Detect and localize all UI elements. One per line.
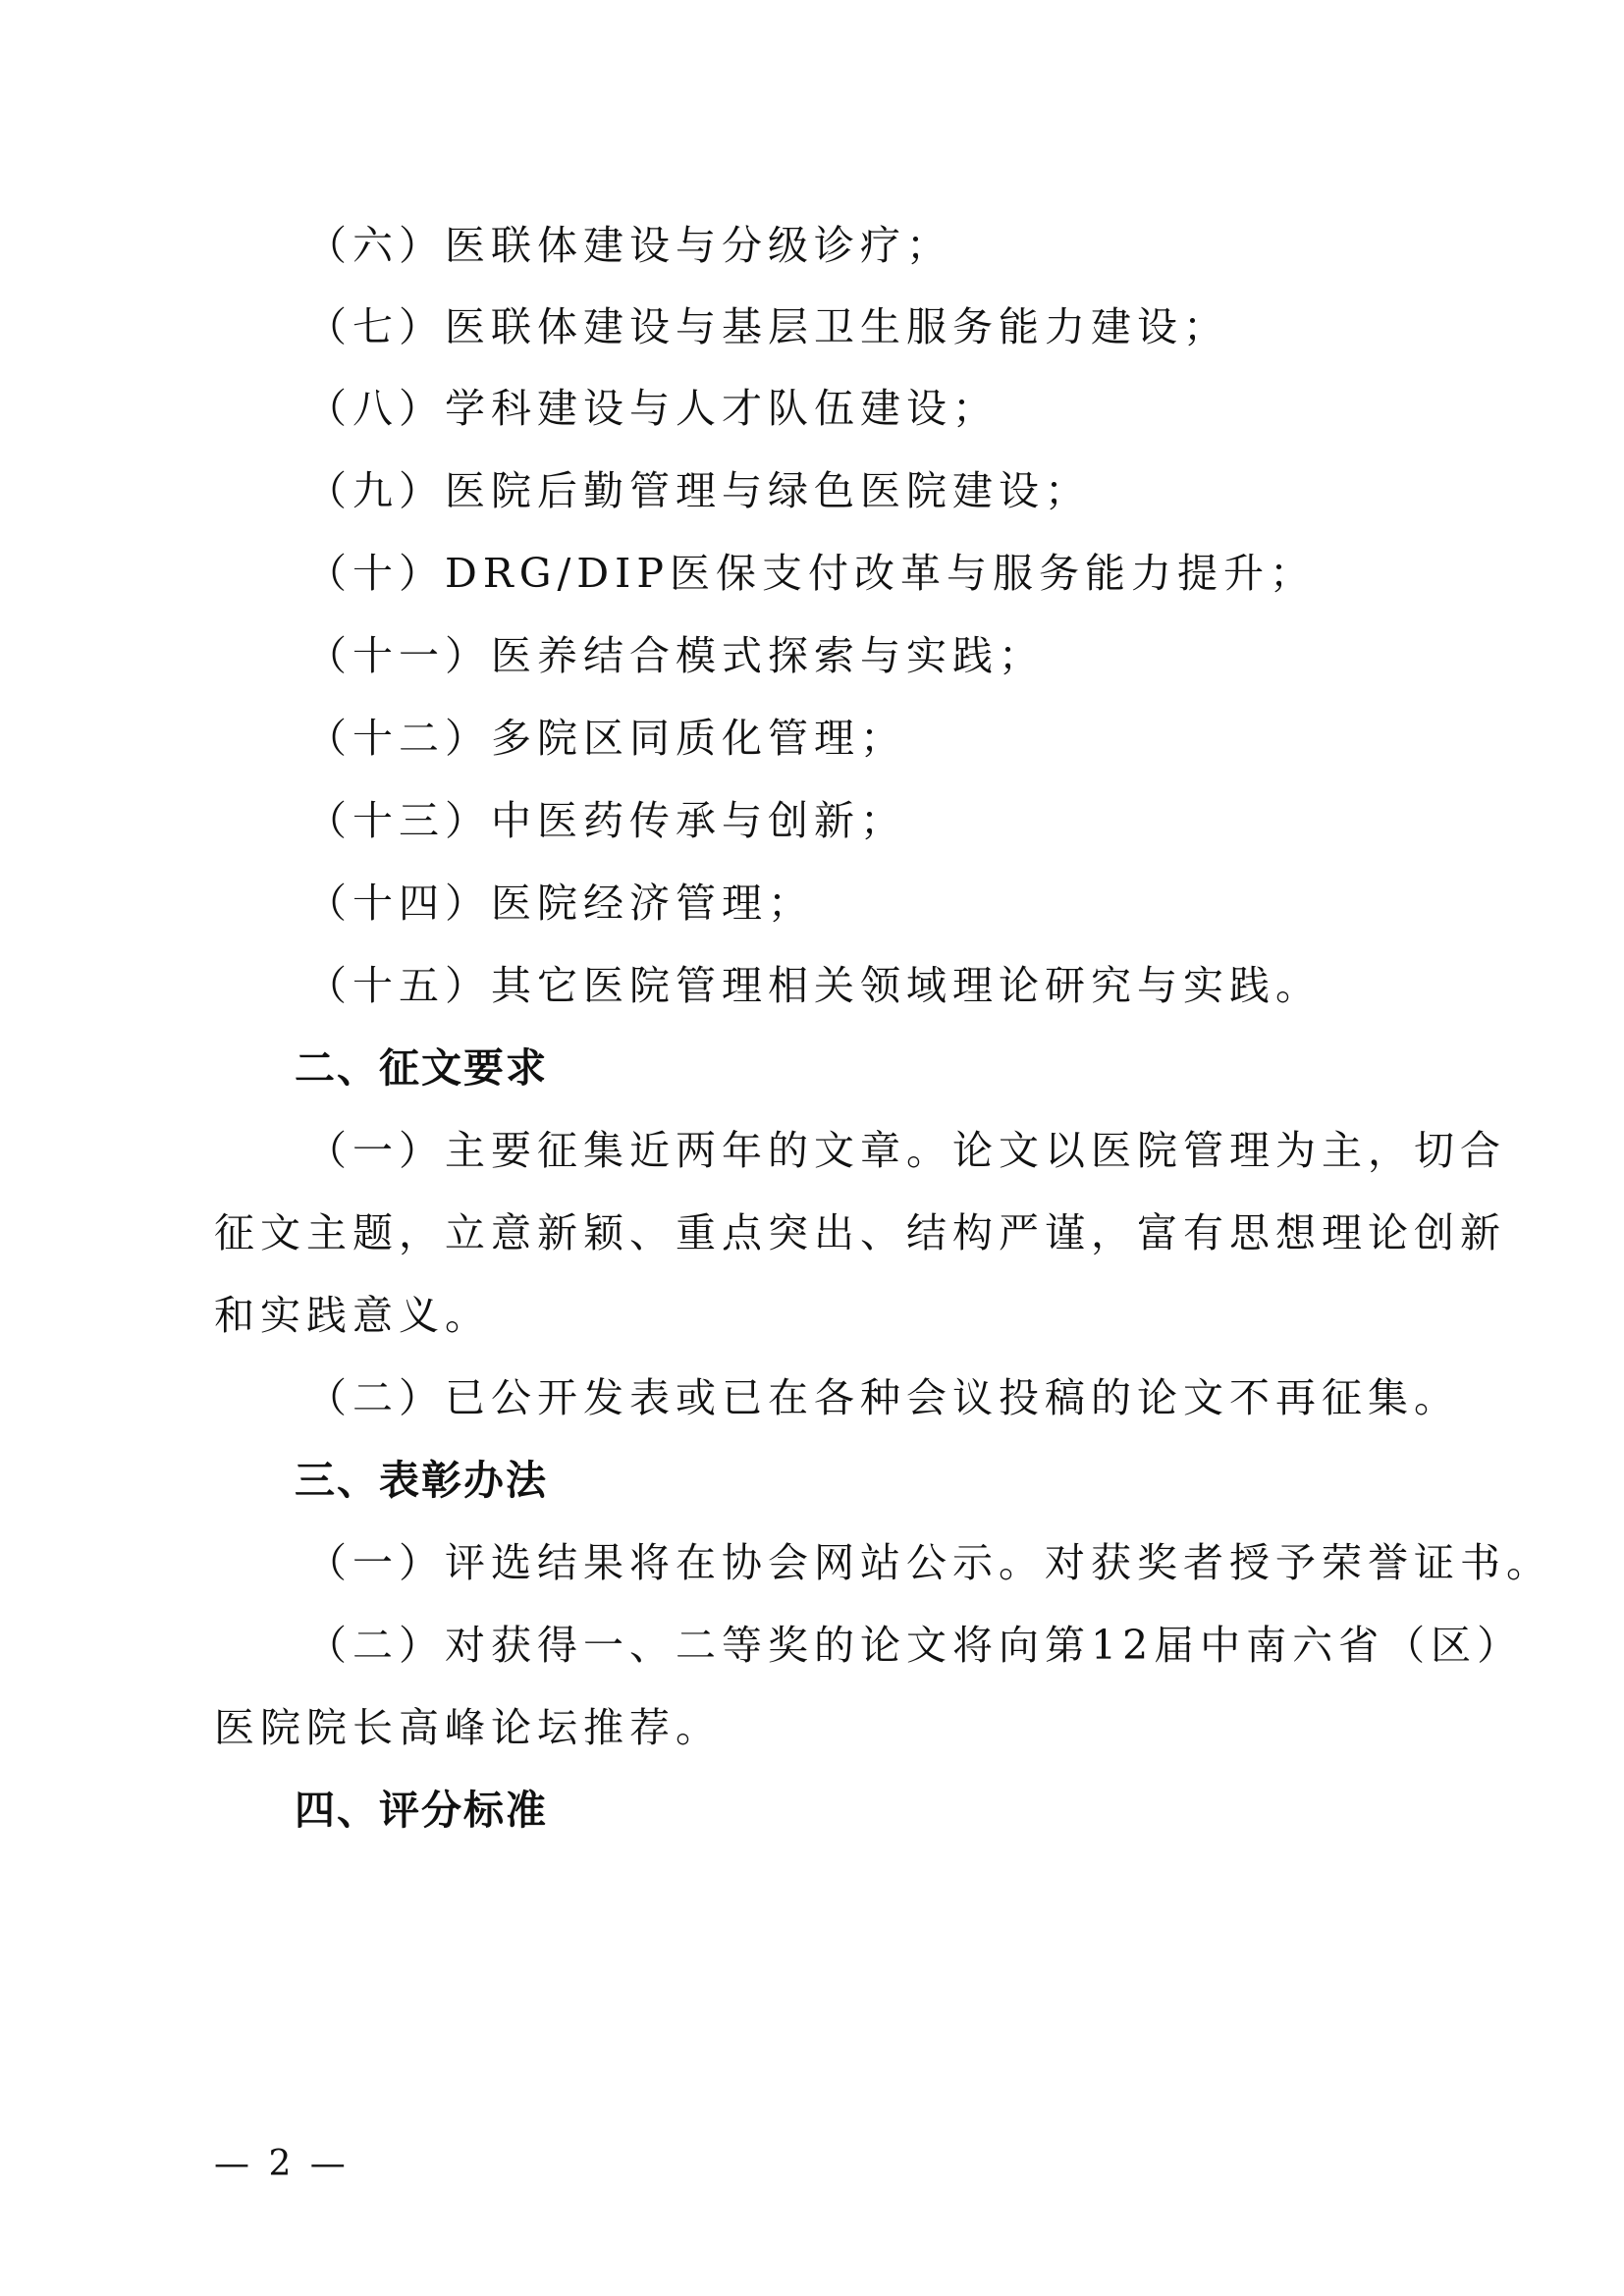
list-item-12: （十二）多院区同质化管理；	[306, 715, 906, 762]
list-item-15: （十五）其它医院管理相关领域理论研究与实践。	[306, 962, 1322, 1009]
page-number: — 2 —	[214, 2144, 350, 2184]
list-item-7: （七）医联体建设与基层卫生服务能力建设；	[306, 303, 1229, 350]
requirements-para1-line3: 和实践意义。	[214, 1292, 491, 1339]
requirements-para1-line2: 征文主题，立意新颖、重点突出、结构严谨，富有思想理论创新	[214, 1209, 1506, 1256]
awards-para1: （一）评选结果将在协会网站公示。对获奖者授予荣誉证书。	[306, 1539, 1552, 1586]
requirements-para1-line1: （一）主要征集近两年的文章。论文以医院管理为主，切合	[306, 1127, 1506, 1174]
list-item-9: （九）医院后勤管理与绿色医院建设；	[306, 467, 1091, 514]
requirements-para2: （二）已公开发表或已在各种会议投稿的论文不再征集。	[306, 1374, 1460, 1421]
section-heading-awards: 三、表彰办法	[295, 1457, 548, 1504]
list-item-14: （十四）医院经济管理；	[306, 880, 814, 927]
list-item-11: （十一）医养结合模式探索与实践；	[306, 632, 1045, 679]
list-item-10: （十）DRG/DIP医保支付改革与服务能力提升；	[306, 550, 1316, 597]
awards-para2-line2: 医院院长高峰论坛推荐。	[214, 1704, 722, 1751]
list-item-8: （八）学科建设与人才队伍建设；	[306, 385, 999, 432]
awards-para2-line1: （二）对获得一、二等奖的论文将向第12届中南六省（区）	[306, 1622, 1524, 1669]
list-item-6: （六）医联体建设与分级诊疗；	[306, 222, 952, 269]
section-heading-scoring: 四、评分标准	[295, 1787, 548, 1834]
section-heading-requirements: 二、征文要求	[295, 1044, 548, 1092]
list-item-13: （十三）中医药传承与创新；	[306, 797, 906, 844]
